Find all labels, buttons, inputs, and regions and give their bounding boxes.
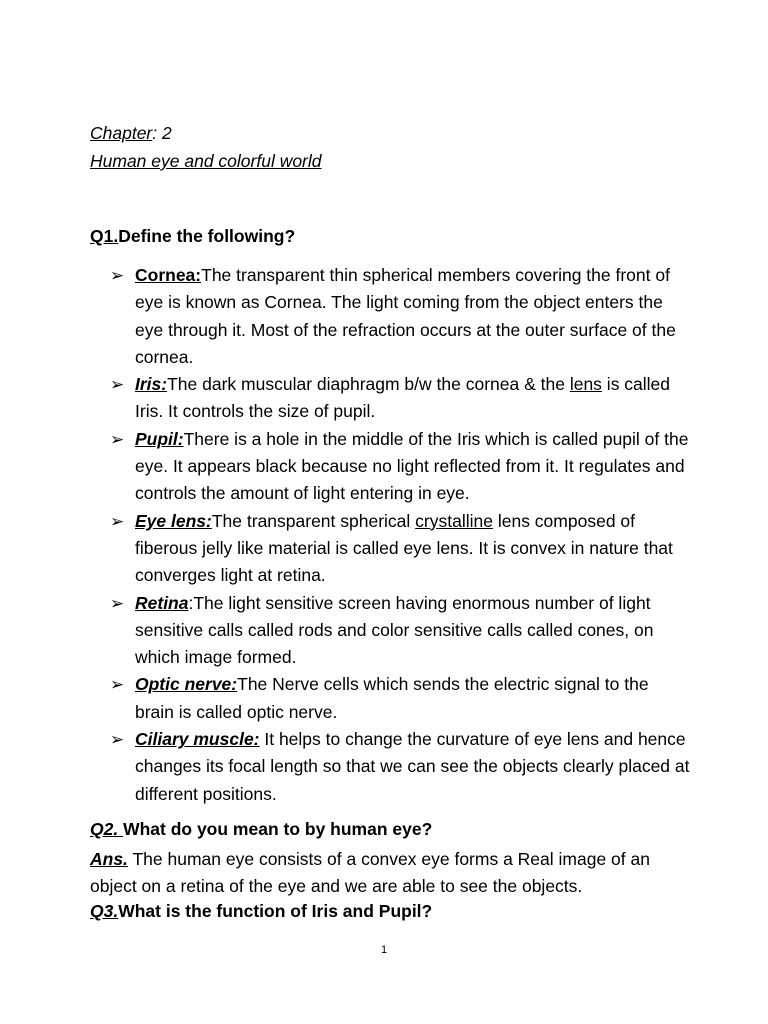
definitions-list bbox=[110, 262, 690, 808]
answer-2 bbox=[90, 846, 690, 901]
arrow-bullet-icon: ➢ bbox=[110, 266, 125, 285]
definition-item-ciliary-muscle bbox=[110, 726, 690, 808]
definition-text: There is a hole in the middle of the Iris which is called pupil of the eye. It appears black because no light reflected from it. It regulates and controls the amount of light entering in eye. bbox=[135, 428, 689, 504]
arrow-bullet-icon: ➢ bbox=[110, 730, 125, 750]
definition-term: Optic nerve: bbox=[135, 674, 238, 695]
definition-text: is called Iris. It controls the size of pupil. bbox=[135, 374, 671, 422]
definition-text: The dark muscular diaphragm b/w the cornea & the bbox=[167, 374, 570, 395]
answer-label: Ans. bbox=[90, 849, 128, 869]
definition-item-retina bbox=[110, 590, 690, 672]
question-1 bbox=[90, 225, 295, 247]
definition-underlined-word: lens bbox=[569, 374, 602, 395]
definition-underlined-word: crystalline bbox=[415, 510, 493, 531]
chapter-number: : 2 bbox=[152, 123, 172, 143]
definition-term: Cornea: bbox=[135, 265, 202, 285]
answer-text: The human eye consists of a convex eye forms a Real image of an object on a retina of the eye and we are able to see the objects. bbox=[90, 849, 650, 897]
definition-text: :The light sensitive screen having enormous number of light sensitive calls called rods and color sensitive calls called cones, on which image formed. bbox=[135, 592, 654, 668]
definition-text: The transparent spherical bbox=[211, 510, 416, 531]
definition-text: lens composed of fiberous jelly like material is called eye lens. It is convex in nature that converges light at retina. bbox=[135, 510, 673, 586]
arrow-bullet-icon: ➢ bbox=[110, 511, 125, 531]
question-2 bbox=[90, 818, 432, 840]
definition-text: It helps to change the curvature of eye lens and hence changes its focal length so that we can see the objects clearly placed at different positions. bbox=[135, 729, 690, 804]
chapter-title: Human eye and colorful world bbox=[90, 151, 322, 171]
arrow-bullet-icon: ➢ bbox=[110, 375, 125, 395]
arrow-bullet-icon: ➢ bbox=[110, 429, 125, 449]
definition-term: Eye lens: bbox=[135, 510, 212, 531]
definition-term: Ciliary muscle: bbox=[135, 729, 260, 750]
question-3-number: Q3. bbox=[90, 901, 119, 921]
question-2-number: Q2. bbox=[90, 819, 124, 839]
definition-item-optic-nerve bbox=[110, 671, 690, 726]
question-1-text: Define the following? bbox=[118, 226, 296, 246]
definition-item-iris bbox=[110, 371, 690, 426]
chapter-heading bbox=[90, 122, 172, 144]
arrow-bullet-icon: ➢ bbox=[110, 593, 125, 613]
definition-term: Iris: bbox=[135, 374, 168, 395]
definition-term: Pupil: bbox=[135, 428, 184, 449]
definition-term: Retina bbox=[135, 592, 189, 613]
question-2-text: What do you mean to by human eye? bbox=[123, 819, 433, 839]
definition-text: The transparent thin spherical members covering the front of eye is known as Cornea. The light coming from the object enters the eye through it. Most of the refraction occurs at the outer surface of the cornea. bbox=[135, 265, 676, 367]
arrow-bullet-icon: ➢ bbox=[110, 675, 125, 695]
chapter-label: Chapter bbox=[90, 123, 153, 143]
definition-text: The Nerve cells which sends the electric signal to the brain is called optic nerve. bbox=[135, 674, 649, 722]
page-number: 1 bbox=[380, 944, 388, 956]
definition-item-eye-lens bbox=[110, 508, 690, 590]
question-1-number: Q1. bbox=[90, 226, 119, 246]
definition-item-pupil bbox=[110, 426, 690, 508]
question-3-text: What is the function of Iris and Pupil? bbox=[118, 901, 433, 921]
definition-item-cornea bbox=[110, 262, 690, 371]
question-3 bbox=[90, 900, 432, 922]
